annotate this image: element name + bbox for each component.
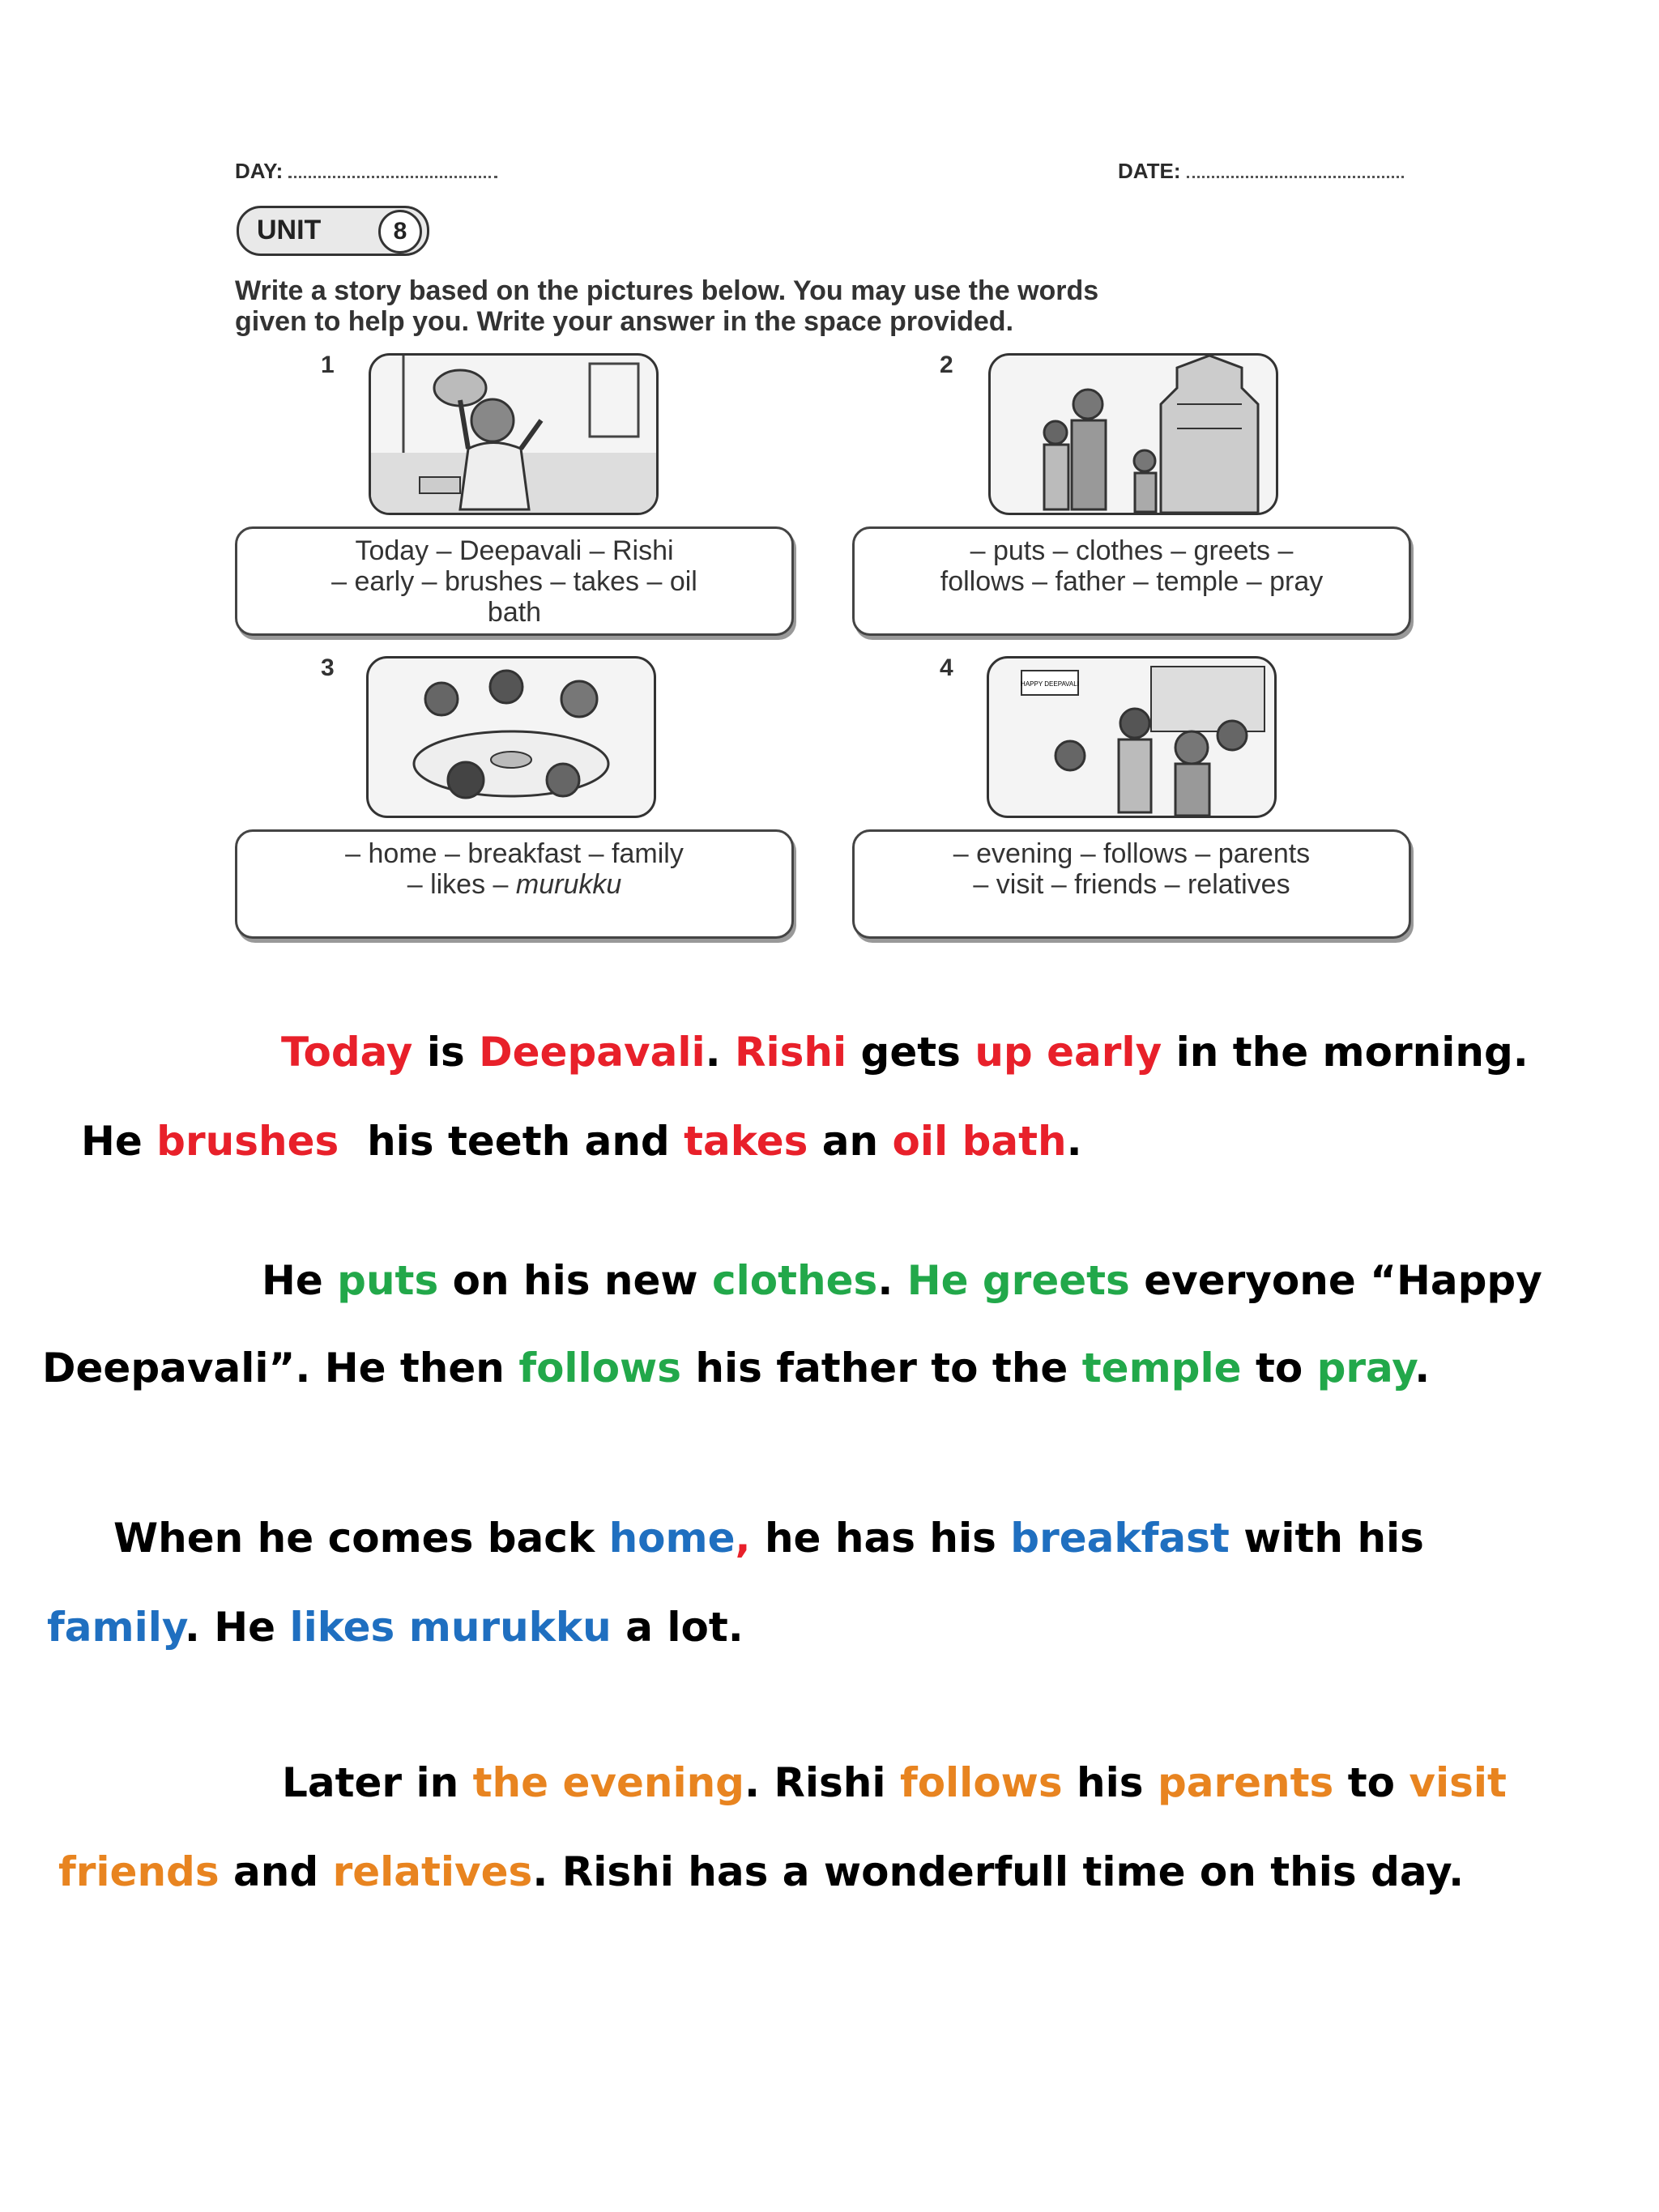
story-text-segment: follows <box>899 1759 1063 1806</box>
story-text-segment: on his new <box>438 1257 713 1304</box>
instruction-line-2: given to help you. Write your answer in the space provided. <box>235 306 1014 337</box>
word-box-4 <box>852 829 1411 939</box>
picture-number-4: 4 <box>940 654 953 681</box>
instruction-line-1: Write a story based on the pictures below. You may use the words <box>235 275 1099 306</box>
word-box-1-line-3: bath <box>487 597 542 628</box>
story-text-segment: He greets <box>906 1257 1130 1304</box>
story-text-segment: Deepavali <box>479 1029 706 1076</box>
story-text-segment: . <box>1066 1118 1082 1165</box>
date-field <box>1118 159 1404 184</box>
word-box-1-line-2: – early – brushes – takes – oil <box>331 566 697 597</box>
story-paragraph-4-line-2 <box>58 1848 1597 1895</box>
story-text-segment: follows <box>518 1345 681 1392</box>
story-text-segment: Deepavali”. He then <box>42 1345 519 1392</box>
story-text-segment: his teeth and <box>339 1118 684 1165</box>
story-text-segment: brushes <box>156 1118 339 1165</box>
story-text-segment: He <box>81 1118 157 1165</box>
picture-4-visit <box>987 656 1277 818</box>
picture-1-bath <box>369 353 659 515</box>
story-text-segment: . <box>877 1257 907 1304</box>
story-text-segment: parents <box>1157 1759 1334 1806</box>
picture-number-2: 2 <box>940 352 953 378</box>
story-paragraph-3-line-2 <box>47 1604 1586 1651</box>
unit-badge <box>237 206 429 256</box>
day-blank <box>288 161 497 178</box>
story-text-segment: Today <box>281 1029 413 1076</box>
story-text-segment: puts <box>337 1257 439 1304</box>
story-text-segment: the evening <box>472 1759 744 1806</box>
date-label: DATE: <box>1118 159 1181 183</box>
story-text-segment: . Rishi <box>744 1759 900 1806</box>
story-text-segment: , <box>735 1515 751 1562</box>
story-text-segment: visit <box>1409 1759 1507 1806</box>
word-box-3-line-1: – home – breakfast – family <box>345 838 684 869</box>
story-text-segment: takes <box>684 1118 808 1165</box>
happy-deepavali-banner: HAPPY DEEPAVALI <box>1021 680 1079 688</box>
story-text-segment: to <box>1333 1759 1410 1806</box>
word-box-1-line-1: Today – Deepavali – Rishi <box>355 535 674 566</box>
story-text-segment: friends <box>58 1848 220 1895</box>
story-text-segment: up early <box>975 1029 1162 1076</box>
story-text-segment: temple <box>1081 1345 1242 1392</box>
day-field <box>235 159 497 184</box>
story-text-segment: in the morning. <box>1162 1029 1529 1076</box>
story-text-segment: . <box>705 1029 735 1076</box>
story-text-segment: relatives <box>332 1848 533 1895</box>
story-text-segment: He <box>262 1257 338 1304</box>
word-box-3-murukku: murukku <box>515 869 622 900</box>
worksheet-scan <box>0 0 1659 972</box>
unit-label: UNIT <box>257 215 322 245</box>
date-blank <box>1187 161 1404 178</box>
story-text-segment: and <box>219 1848 333 1895</box>
unit-number: 8 <box>378 210 422 254</box>
story-paragraph-2-line-1 <box>262 1257 1639 1304</box>
story-text-segment: breakfast <box>1010 1515 1230 1562</box>
story-text-segment: home <box>608 1515 736 1562</box>
picture-2-temple <box>988 353 1278 515</box>
story-text-segment: a lot. <box>611 1604 744 1651</box>
word-box-1 <box>235 526 794 636</box>
story-text-segment: pray <box>1316 1345 1415 1392</box>
story-text-segment: oil bath <box>892 1118 1067 1165</box>
story-paragraph-4-line-1 <box>282 1759 1643 1806</box>
word-box-2-line-2: follows – father – temple – pray <box>940 566 1324 597</box>
story-paragraph-1-line-2 <box>81 1118 1620 1165</box>
picture-number-3: 3 <box>321 654 335 681</box>
story-text-segment: his <box>1062 1759 1158 1806</box>
story-text-segment: gets <box>847 1029 975 1076</box>
instructions <box>235 275 1434 337</box>
story-text-segment: he has his <box>750 1515 1011 1562</box>
word-box-4-line-1: – evening – follows – parents <box>953 838 1311 869</box>
story-text-segment: likes murukku <box>289 1604 612 1651</box>
picture-number-1: 1 <box>321 352 335 378</box>
story-text-segment: . Rishi has a wonderfull time on this day. <box>532 1848 1465 1895</box>
story-text-segment: to <box>1241 1345 1317 1392</box>
story-text-segment: . He <box>184 1604 290 1651</box>
word-box-4-line-2: – visit – friends – relatives <box>973 869 1290 900</box>
temple-scene-illustration <box>991 356 1276 513</box>
story-text-segment: clothes <box>712 1257 878 1304</box>
visit-scene-illustration <box>989 658 1274 816</box>
word-box-3-line-2 <box>237 869 791 900</box>
story-text-segment: an <box>808 1118 893 1165</box>
story-text-segment: is <box>412 1029 480 1076</box>
story-paragraph-2-line-2 <box>42 1345 1630 1392</box>
story-text-segment: When he comes back <box>113 1515 609 1562</box>
word-box-3-line-2-text: – likes – <box>407 869 516 900</box>
story-text-segment: everyone “Happy <box>1129 1257 1542 1304</box>
story-text-segment: . <box>1414 1345 1431 1392</box>
breakfast-scene-illustration <box>369 658 654 816</box>
picture-3-breakfast <box>366 656 656 818</box>
word-box-2-line-1: – puts – clothes – greets – <box>970 535 1294 566</box>
bath-scene-illustration <box>371 356 656 513</box>
word-box-3 <box>235 829 794 939</box>
day-label: DAY: <box>235 159 284 183</box>
story-text-segment: with his <box>1229 1515 1424 1562</box>
story-text-segment: Later in <box>282 1759 473 1806</box>
story-text-segment: Rishi <box>735 1029 847 1076</box>
word-box-2 <box>852 526 1411 636</box>
story-paragraph-1-line-1 <box>281 1029 1618 1076</box>
story-text-segment: his father to the <box>681 1345 1082 1392</box>
story-text-segment: family <box>47 1604 185 1651</box>
story-paragraph-3-line-1 <box>113 1515 1620 1562</box>
